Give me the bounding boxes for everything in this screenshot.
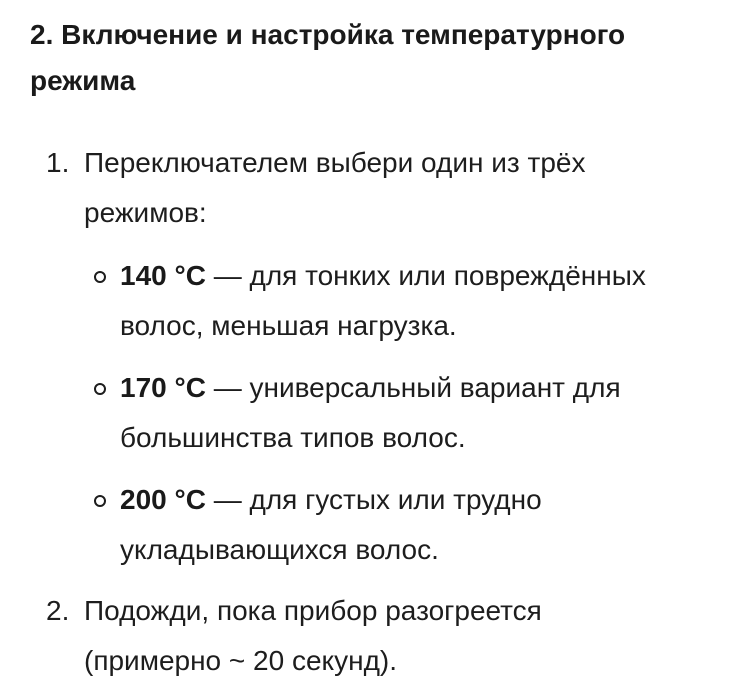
sub-item-200	[120, 475, 710, 575]
bullet-circle-icon	[94, 271, 106, 283]
section-heading: 2. Включение и настройка температурного режима	[30, 19, 626, 96]
bullet-circle-icon	[94, 383, 106, 395]
list-item-1-text: Переключателем выбери один из трёх режимов:	[84, 147, 586, 228]
sub-item-140-desc: — для тонких или повреждённых волос, меньшая нагрузка.	[120, 260, 646, 341]
sub-item-140-temp: 140 °C	[120, 260, 206, 291]
sub-item-170-desc: — универсальный вариант для большинства типов волос.	[120, 372, 621, 453]
sub-item-200-desc: — для густых или трудно укладывающихся волос.	[120, 484, 542, 565]
list-item-2-number: 2.	[46, 595, 70, 626]
list-item-1-number: 1.	[46, 147, 70, 178]
sub-item-170	[120, 363, 710, 463]
sub-item-170-temp: 170 °C	[120, 372, 206, 403]
sub-item-200-temp: 200 °C	[120, 484, 206, 515]
list-item-2-text: Подожди, пока прибор разогреется (примерно ~ 20 секунд).	[84, 595, 542, 676]
sub-item-140	[120, 251, 710, 351]
bullet-circle-icon	[94, 495, 106, 507]
